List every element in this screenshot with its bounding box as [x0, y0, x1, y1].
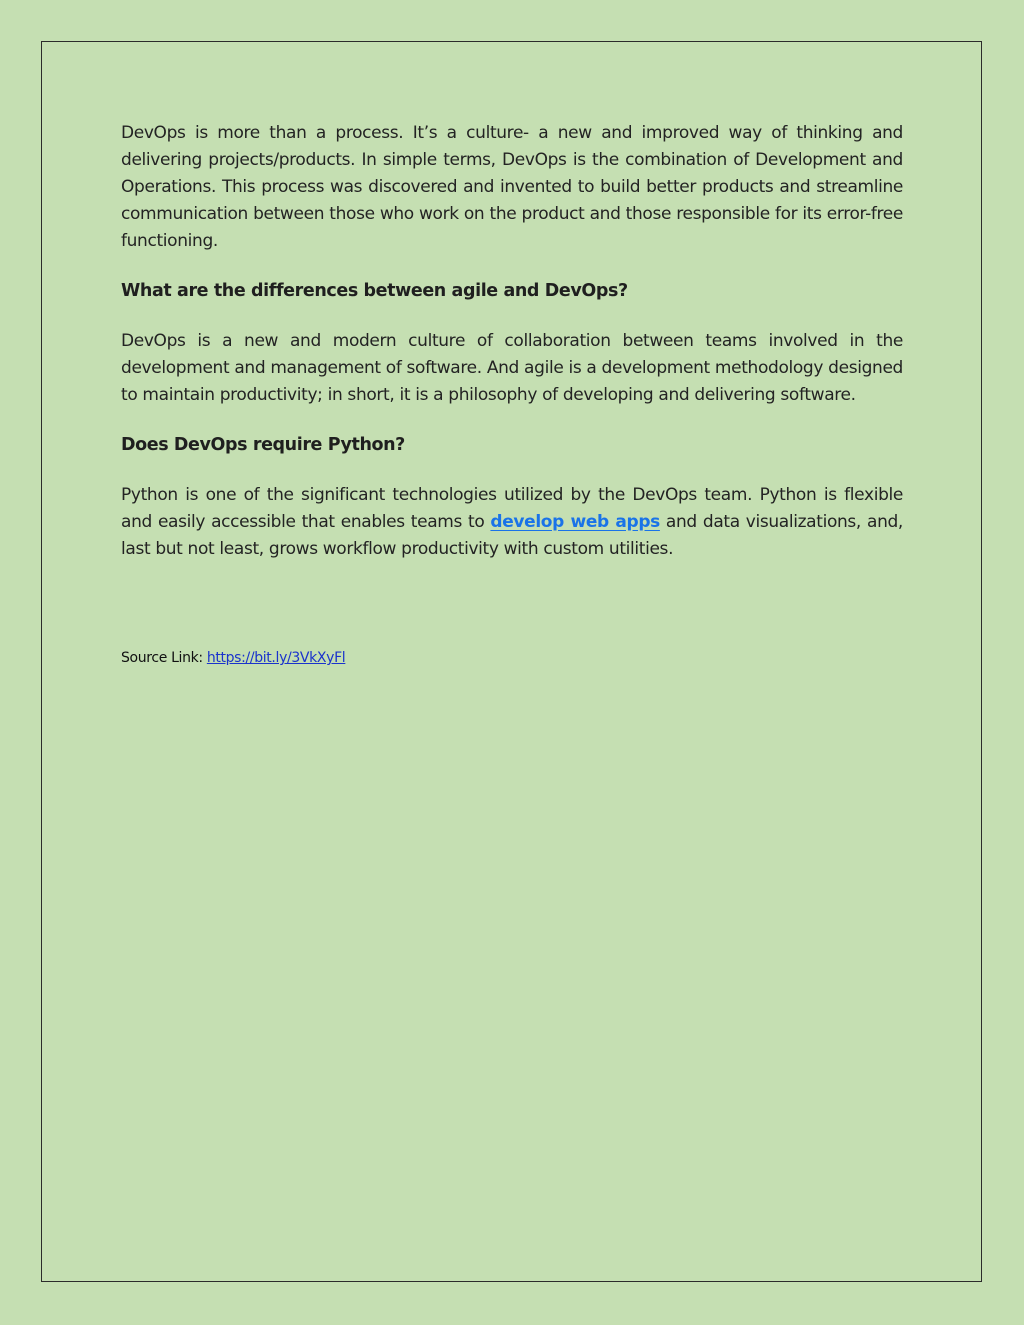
agile-devops-paragraph: DevOps is a new and modern culture of collaboration between teams involved in the development and management of software. And agile is a development methodology designed to maintain productivity; in short, it is a philosophy of developing and delivering software.: [121, 331, 903, 405]
python-paragraph-text-end: and data visualizations, and, last but not least, grows workflow productivity with custom utilities.: [121, 512, 903, 559]
python-paragraph-text-start: Python is one of the significant technologies utilized by the DevOps team. Python is flexible and easily accessible that enables teams to: [121, 485, 903, 532]
document-body: [121, 120, 903, 563]
develop-web-apps-link[interactable]: develop web apps: [490, 512, 660, 532]
source-url-link[interactable]: https://bit.ly/3VkXyFl: [206, 650, 346, 666]
intro-paragraph: DevOps is more than a process. It’s a culture- a new and improved way of thinking and delivering projects/products. In simple terms, DevOps is the combination of Development and Operations. This process was discovered and invented to build better products and streamline communication between those who work on the product and those responsible for its error-free functioning.: [121, 123, 903, 251]
python-paragraph: [121, 482, 903, 563]
heading-agile-vs-devops: What are the differences between agile and DevOps?: [121, 281, 628, 301]
source-line: [121, 650, 345, 666]
heading-devops-python: Does DevOps require Python?: [121, 435, 405, 455]
source-label: Source Link:: [121, 650, 207, 666]
